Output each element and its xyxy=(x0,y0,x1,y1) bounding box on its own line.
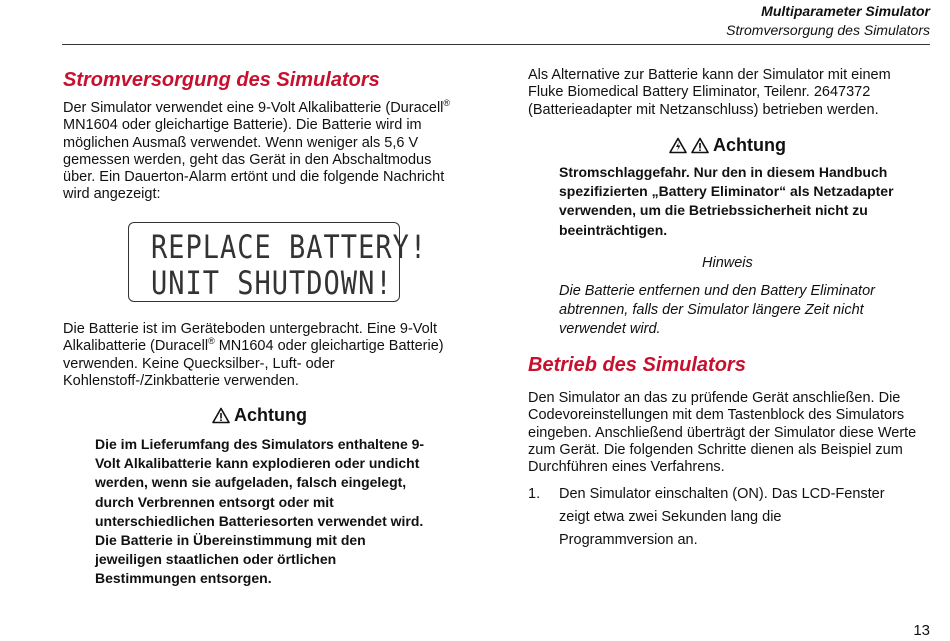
warning-triangle-icon xyxy=(212,407,230,424)
header-subtitle: Stromversorgung des Simulators xyxy=(726,22,930,38)
section-heading-operation: Betrieb des Simulators xyxy=(528,354,746,376)
alternative-power-paragraph: Als Alternative zur Batterie kann der Simulator mit einem Fluke Biomedical Battery Eliminator, Teilenr. 2647372 (Batterieadapter mit Netzanschluss) betrieben werden. xyxy=(528,67,891,118)
power-paragraph-1 xyxy=(63,100,463,204)
lcd-line-1: REPLACE BATTERY! xyxy=(151,229,428,267)
warning-body-battery: Die im Lieferumfang des Simulators enthaltene 9-Volt Alkalibatterie kann explodieren oder undicht werden, wenn sie aufgeladen, falsch eingelegt, durch Verbrennen entsorgt oder mit unterschiedlichen Batteriesorten verwendet wird. Die Batterie in Übereinstimmung mit den jeweiligen staatlichen oder örtlichen Bestimmungen entsorgen. xyxy=(95,436,425,587)
lcd-line-2: UNIT SHUTDOWN! xyxy=(151,265,393,303)
power-paragraph-1-text-a: Der Simulator verwendet eine 9-Volt Alkalibatterie (Duracell xyxy=(63,100,444,116)
power-paragraph-1-text-b: MN1604 oder gleichartige Batterie). Die Batterie wird im möglichen Ausmaß verwendet. Wenn weniger als 5,6 V gemessen werden, geht das Gerät in den Abschaltmodus über. Ein Dauerton-Alarm ertönt und die folgende Nachricht wird angezeigt: xyxy=(63,117,445,203)
step-text: Den Simulator einschalten (ON). Das LCD-Fenster zeigt etwa zwei Sekunden lang die Programmversion an. xyxy=(559,486,885,548)
operation-paragraph: Den Simulator an das zu prüfende Gerät anschließen. Die Codevoreinstellungen mit dem Tastenblock des Simulators eingeben. Anschließend überträgt der Simulator diese Werte zum Gerät. Die folgenden Schritte dienen als Beispiel zum Durchführen eines Verfahrens. xyxy=(528,390,917,476)
warning-heading-battery xyxy=(212,404,307,426)
page-number: 13 xyxy=(913,622,930,639)
section-heading-power: Stromversorgung des Simulators xyxy=(63,69,380,91)
warning-title: Achtung xyxy=(234,405,307,425)
power-paragraph-2-text-b: MN1604 oder gleichartige Batterie) verwenden. Keine Quecksilber-, Luft- oder Kohlenstoff-/Zinkbatterie verwenden. xyxy=(63,338,444,389)
step-number: 1. xyxy=(528,486,541,502)
registered-mark: ® xyxy=(443,98,451,109)
power-paragraph-2-text-a: Die Batterie ist im Geräteboden untergebracht. Eine 9-Volt Alkalibatterie (Duracell xyxy=(63,321,437,355)
lcd-display xyxy=(128,222,428,303)
warning-heading-shock xyxy=(669,134,786,156)
header-title: Multiparameter Simulator xyxy=(761,3,930,19)
electric-shock-triangle-icon xyxy=(669,137,687,154)
power-paragraph-2 xyxy=(63,321,455,390)
warning-title: Achtung xyxy=(713,135,786,155)
hint-body: Die Batterie entfernen und den Battery Eliminator abtrennen, falls der Simulator längere Zeit nicht verwendet wird. xyxy=(559,283,875,337)
registered-mark: ® xyxy=(208,336,215,347)
hint-heading: Hinweis xyxy=(702,255,753,271)
header-divider xyxy=(62,44,930,45)
page-header xyxy=(726,2,930,40)
warning-triangle-icon xyxy=(691,137,709,154)
warning-body-shock: Stromschlaggefahr. Nur den in diesem Handbuch spezifizierten „Battery Eliminator“ als Netzadapter verwenden, um die Betriebssicherheit nicht zu beeinträchtigen. xyxy=(559,164,894,238)
